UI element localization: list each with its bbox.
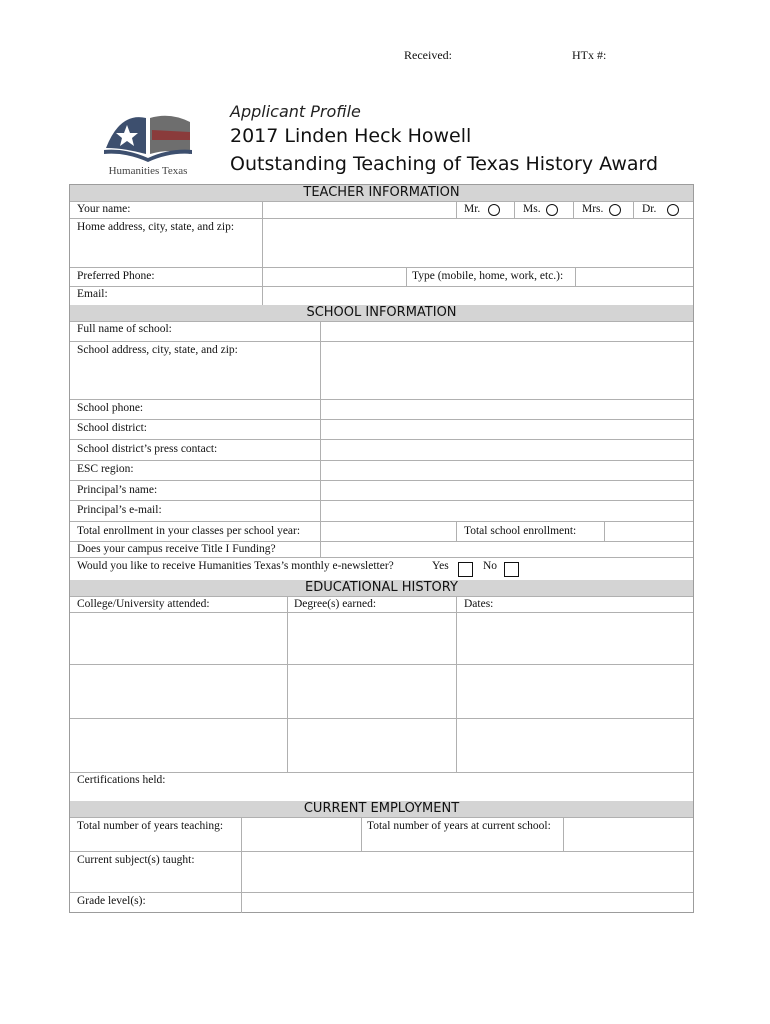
- page-title-line2: Outstanding Teaching of Texas History Award: [230, 153, 659, 175]
- humanities-texas-logo: [100, 108, 196, 180]
- section-header-employment: CURRENT EMPLOYMENT: [70, 801, 693, 817]
- title-mr-radio[interactable]: [488, 204, 500, 216]
- grade-levels-label: Grade level(s):: [77, 895, 146, 907]
- title-dr-radio[interactable]: [667, 204, 679, 216]
- certifications-label: Certifications held:: [77, 774, 166, 786]
- years-current-school-label: Total number of years at current school:: [367, 820, 551, 832]
- section-header-school: SCHOOL INFORMATION: [70, 305, 693, 321]
- phone-type-label: Type (mobile, home, work, etc.):: [412, 270, 564, 282]
- newsletter-yes-label: Yes: [432, 560, 449, 572]
- your-name-label: Your name:: [77, 203, 131, 215]
- newsletter-no-label: No: [483, 560, 498, 572]
- received-label: Received:: [404, 48, 452, 62]
- subjects-taught-label: Current subject(s) taught:: [77, 854, 195, 866]
- school-district-label: School district:: [77, 422, 147, 434]
- title-one-label: Does your campus receive Title I Funding?: [77, 543, 276, 555]
- degree-label: Degree(s) earned:: [294, 598, 377, 610]
- book-star-icon: [100, 108, 196, 180]
- newsletter-yes-checkbox[interactable]: [458, 562, 473, 577]
- school-phone-label: School phone:: [77, 402, 144, 414]
- title-ms-label: Ms.: [523, 203, 541, 215]
- principal-name-label: Principal’s name:: [77, 484, 158, 496]
- section-header-education: EDUCATIONAL HISTORY: [70, 580, 693, 596]
- press-contact-label: School district’s press contact:: [77, 443, 218, 455]
- svg-text:Humanities Texas: Humanities Texas: [108, 165, 188, 177]
- htx-number-label: HTx #:: [572, 48, 607, 62]
- school-enrollment-label: Total school enrollment:: [464, 525, 577, 537]
- years-teaching-label: Total number of years teaching:: [77, 820, 224, 832]
- section-header-teacher: TEACHER INFORMATION: [70, 185, 693, 201]
- newsletter-no-checkbox[interactable]: [504, 562, 519, 577]
- title-mr-label: Mr.: [464, 203, 481, 215]
- newsletter-label: Would you like to receive Humanities Texas’s monthly e-newsletter?: [77, 560, 394, 572]
- page-subtitle: Applicant Profile: [230, 102, 361, 121]
- dates-label: Dates:: [464, 598, 494, 610]
- school-name-label: Full name of school:: [77, 323, 172, 335]
- home-address-label: Home address, city, state, and zip:: [77, 221, 235, 233]
- title-mrs-label: Mrs.: [582, 203, 604, 215]
- esc-region-label: ESC region:: [77, 463, 134, 475]
- title-ms-radio[interactable]: [546, 204, 558, 216]
- title-mrs-radio[interactable]: [609, 204, 621, 216]
- email-label: Email:: [77, 288, 108, 300]
- principal-email-label: Principal’s e-mail:: [77, 504, 162, 516]
- preferred-phone-label: Preferred Phone:: [77, 270, 155, 282]
- college-label: College/University attended:: [77, 598, 210, 610]
- class-enrollment-label: Total enrollment in your classes per school year:: [77, 525, 301, 537]
- page-title-line1: 2017 Linden Heck Howell: [230, 125, 472, 147]
- title-dr-label: Dr.: [642, 203, 657, 215]
- school-address-label: School address, city, state, and zip:: [77, 344, 238, 356]
